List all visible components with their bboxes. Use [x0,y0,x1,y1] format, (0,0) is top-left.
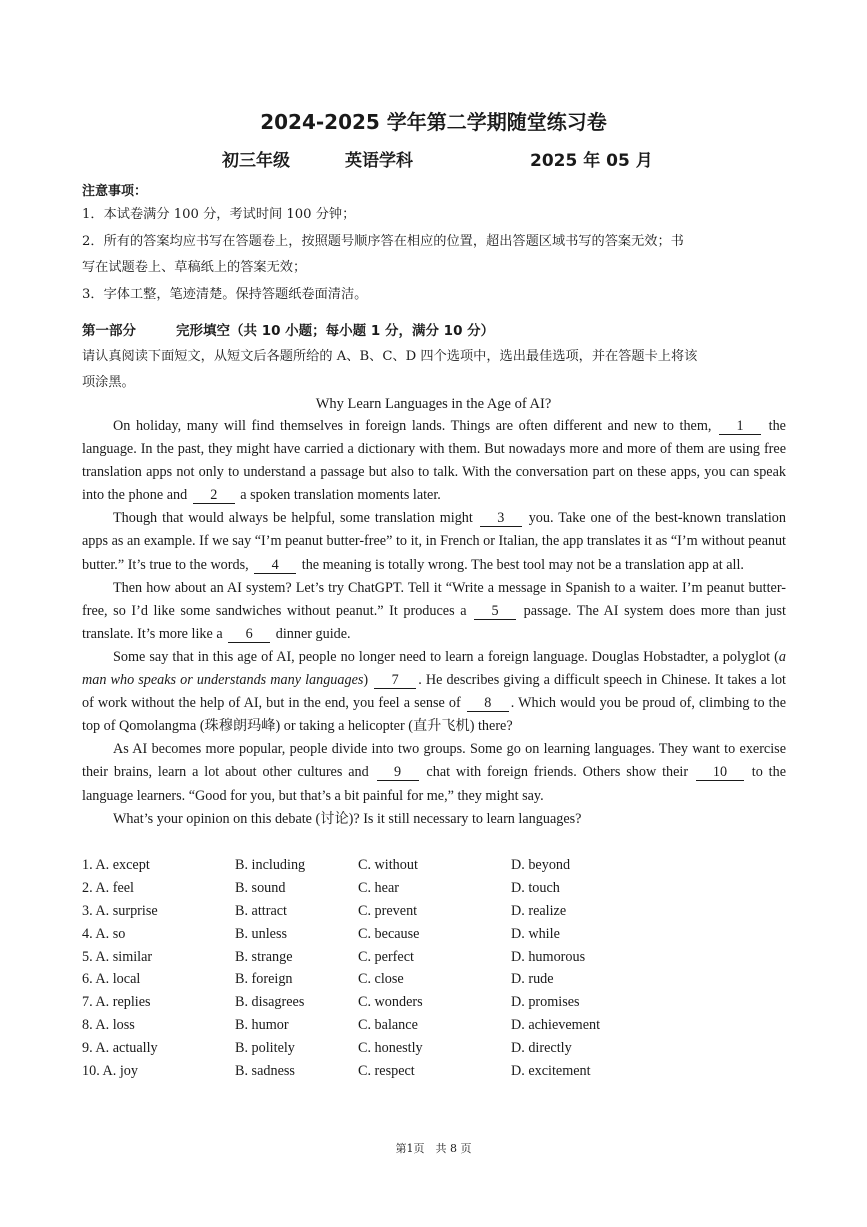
note-item-3: 3．字体工整，笔迹清楚。保持答题纸卷面清洁。 [82,287,368,302]
passage-text: the language. In the past, they might have carried a dictionary with them. But nowadays more and more of them are using free translation apps not only to understand a passage but also to talk. With the conversation part on these apps, you can speak into the phone and [82,418,786,504]
page-footer: 第1页 共 8 页 [395,1142,472,1155]
passage-text: chat with foreign friends. Others show their [420,764,694,781]
passage-text: As AI becomes more popular, people divide into two groups. Some go on learning languages. They want to exercise their brains, learn a lot about other cultures and [82,741,786,781]
passage-text: dinner guide. [272,625,351,642]
option-d: D. excitement [511,1063,591,1080]
passage-title: Why Learn Languages in the Age of AI? [315,396,552,412]
paragraph-3 [82,577,786,646]
passage-text: you. Take one of the best-known translation apps as an example. If we say “I’m peanut butter-free” to it, in French or Italian, the app translates it as “I’m without peanut butter.” It’s true to the words, [82,510,786,573]
option-a: 8. A. loss [82,1017,135,1034]
option-d: D. achievement [511,1017,601,1034]
passage-text: the meaning is totally wrong. The best tool may not be a translation app at all. [298,556,744,573]
option-c: C. wonders [358,994,423,1011]
passage-text: to the language learners. “Good for you, but that’s a bit painful for me,” they might say. [82,764,787,804]
blank-7: 7 [374,673,416,689]
option-a: 1. A. except [82,857,150,873]
passage-italic-gloss: a man who speaks or understands many languages [82,648,786,689]
option-d: D. while [511,925,560,942]
option-b: B. attract [235,902,287,919]
blank-9: 9 [377,765,419,781]
option-a: 10. A. joy [82,1063,138,1080]
grade-label: 初三年级 [222,151,290,171]
blank-2: 2 [193,488,235,504]
option-a: 5. A. similar [82,948,153,965]
option-c: C. respect [358,1063,415,1080]
passage-text: ) [363,672,373,689]
option-d: D. realize [511,902,567,919]
blank-10: 10 [696,765,744,781]
option-c: C. hear [358,879,399,896]
option-c: C. prevent [358,902,418,919]
note-item-1: 1．本试卷满分 100 分，考试时间 100 分钟； [82,207,356,222]
option-b: B. sound [235,879,286,896]
passage-text: On holiday, many will find themselves in foreign lands. Things are often different and new to them, [113,418,718,434]
option-c: C. without [358,857,418,873]
notes-heading: 注意事项： [82,184,148,199]
option-b: B. unless [235,925,288,942]
blank-3: 3 [480,511,522,527]
option-a: 6. A. local [82,971,141,988]
blank-8: 8 [467,696,509,712]
option-c: C. because [358,925,420,942]
blank-6: 6 [228,627,270,643]
section-part: 第一部分 [82,323,136,339]
paragraph-1 [82,415,786,507]
option-c: C. perfect [358,948,414,965]
passage-text: Then how about an AI system? Let’s try ChatGPT. Tell it “Write a message in Spanish to a waiter. I’m peanut butter-free, so I’d like some sandwiches without peanut.” It produces a [82,579,786,619]
passage-text: Some say that in this age of AI, people no longer need to learn a foreign language. Douglas Hobstadter, a polyglot ( [113,648,779,665]
option-c: C. balance [358,1017,418,1034]
option-b: B. sadness [235,1063,295,1080]
blank-5: 5 [474,604,516,620]
option-b: B. disagrees [235,994,305,1011]
paragraph-4 [82,646,786,738]
option-d: D. beyond [511,857,571,873]
option-c: C. honestly [358,1040,423,1057]
section-name: 完形填空（共 10 小题；每小题 1 分，满分 10 分） [176,323,495,339]
option-a: 3. A. surprise [82,902,158,919]
option-c: C. close [358,971,404,988]
option-d: D. directly [511,1040,572,1057]
cloze-passage [82,415,786,831]
option-b: B. including [235,857,306,873]
option-d: D. touch [511,879,560,896]
option-a: 2. A. feel [82,879,135,896]
blank-4: 4 [254,558,296,574]
paragraph-6: What’s your opinion on this debate (讨论)? Is it still necessary to learn languages? [113,810,582,827]
note-item-2: 2．所有的答案均应书写在答题卷上，按照题号顺序答在相应的位置，超出答题区域书写的答案无效；书 [82,234,684,249]
section-instruction: 请认真阅读下面短文，从短文后各题所给的 A、B、C、D 四个选项中，选出最佳选项，并在答题卡上将该 [82,349,698,364]
option-b: B. humor [235,1017,289,1034]
option-b: B. strange [235,948,293,965]
passage-text: . He describes giving a difficult speech in Chinese. It takes a lot of work without the help of AI, but in the end, you feel a sense of [82,672,786,712]
option-b: B. politely [235,1040,295,1057]
option-a: 9. A. actually [82,1040,158,1057]
exam-date: 2025 年 05 月 [530,151,653,171]
option-a: 7. A. replies [82,994,151,1011]
note-item-2-cont: 写在试题卷上、草稿纸上的答案无效； [82,260,307,275]
passage-text: Though that would always be helpful, some translation might [113,510,478,527]
passage-text: . Which would you be proud of, climbing to the top of Qomolangma (珠穆朗玛峰) or taking a helicopter (直升飞机) there? [82,695,786,735]
option-d: D. promises [511,994,580,1011]
subject-label: 英语学科 [345,151,413,171]
blank-1: 1 [719,419,761,435]
section-instruction-cont: 项涂黑。 [82,375,135,390]
option-d: D. rude [511,971,554,988]
paragraph-5 [82,738,786,807]
option-a: 4. A. so [82,925,126,942]
option-b: B. foreign [235,971,293,988]
passage-text: a spoken translation moments later. [236,487,441,504]
passage-text: passage. The AI system does more than just translate. It’s more like a [82,602,786,642]
option-d: D. humorous [511,948,586,965]
paragraph-2 [82,507,786,576]
exam-title: 2024-2025 学年第二学期随堂练习卷 [260,110,607,134]
